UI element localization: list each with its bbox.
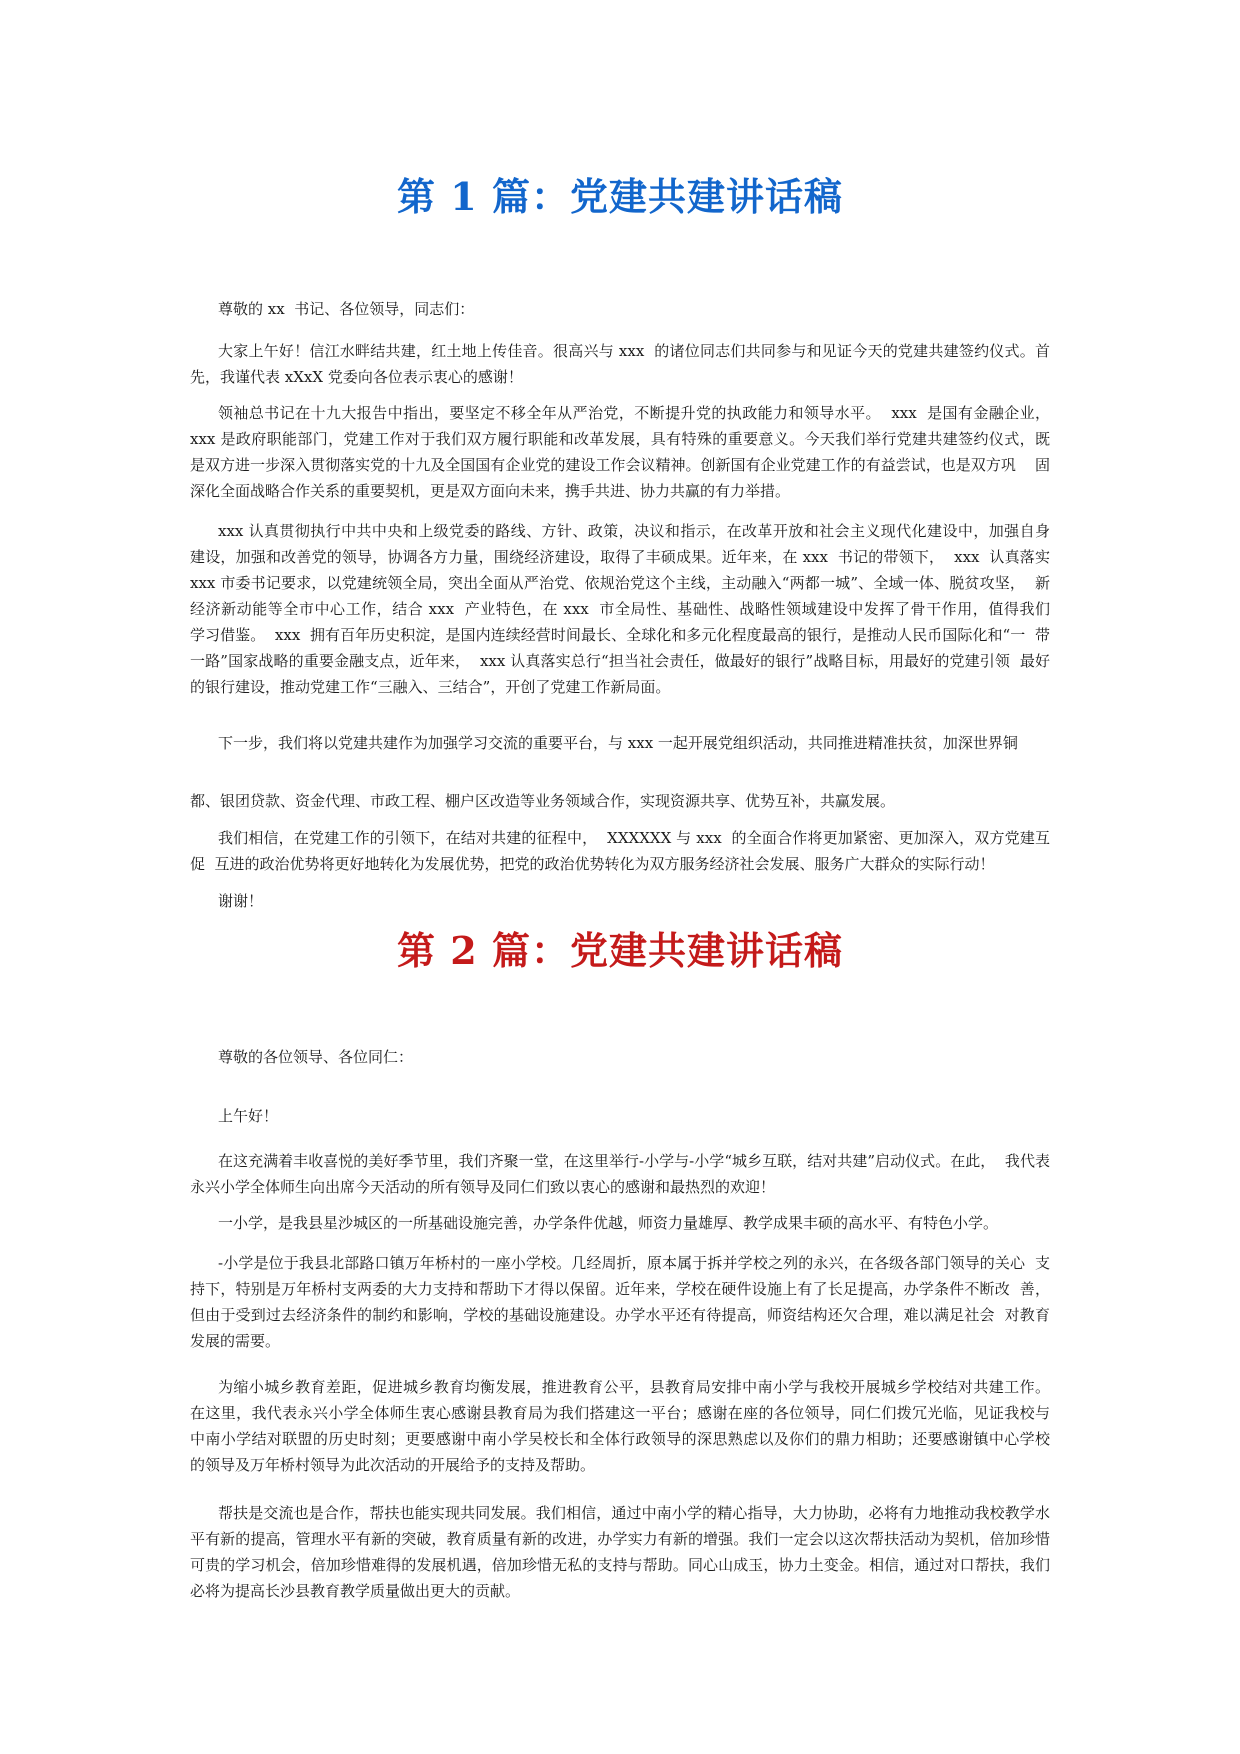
article-1-paragraph: 都、银团贷款、资金代理、市政工程、棚户区改造等业务领域合作，实现资源共享、优势互补，共赢发展。 [190,792,896,810]
article-1-paragraph: 领袖总书记在十九大报告中指出，要坚定不移全年从严治党，不断提升党的执政能力和领导水平。 xxx 是国有金融企业，xxx 是政府职能部门，党建工作对于我们双方履行职能和改革发展，具有特殊的重要意义。今天我们举行党建共建签约仪式，既 是双方进一步深入贯彻落实党的十九及全国国有企业党的建设工作会议精神。创新国有企业党建工作的有益尝试，也是双方巩 固深化全面战略合作关系的重要契机，更是双方面向未来，携手共进、协力共赢的有力举措。 [190,404,1060,500]
article-1-salutation: 尊敬的 xx 书记、各位领导，同志们： [218,300,475,318]
article-2-paragraph: 上午好！ [218,1107,279,1125]
article-1-paragraph: 下一步，我们将以党建共建作为加强学习交流的重要平台，与 xxx 一起开展党组织活动，共同推进精准扶贫，加深世界铜 [218,734,1018,752]
article-1-paragraph: 大家上午好！信江水畔结共建，红土地上传佳音。很高兴与 xxx 的诸位同志们共同参与和见证今天的党建共建签约仪式。首 先，我谨代表 xXxX 党委向各位表示衷心的感谢！ [190,342,1060,386]
article-2-title: 第 2 篇：党建共建讲话稿 [397,928,843,973]
article-2-paragraph: 帮扶是交流也是合作，帮扶也能实现共同发展。我们相信，通过中南小学的精心指导，大力协助，必将有力地推动我校教学水平有新的提高，管理水平有新的突破，教育质量有新的改进，办学实力有新的增强。我们一定会以这次帮扶活动为契机，倍加珍惜可贵的学习机会，倍加珍惜难得的发展机遇，倍加珍惜无私的支持与帮助。同心山成玉，协力土变金。相信，通过对口帮扶，我们必将为提高长沙县教育教学质量做出更大的贡献。 [190,1504,1050,1600]
article-2-paragraph: 一小学，是我县星沙城区的一所基础设施完善，办学条件优越，师资力量雄厚、教学成果丰硕的高水平、有特色小学。 [218,1214,999,1232]
article-1-paragraph: 我们相信，在党建工作的引领下，在结对共建的征程中， XXXXXX 与 xxx 的全面合作将更加紧密、更加深入，双方党建互促 互进的政治优势将更好地转化为发展优势，把党的政治优势转化为双方服务经济社会发展、服务广大群众的实际行动！ [190,829,1050,873]
article-2-paragraph: 在这充满着丰收喜悦的美好季节里，我们齐聚一堂，在这里举行-小学与-小学“城乡互联，结对共建”启动仪式。在此， 我代表永兴小学全体师生向出席今天活动的所有领导及同仁们致以衷心的感谢和最热烈的欢迎！ [190,1152,1050,1196]
article-1-paragraph: xxx 认真贯彻执行中共中央和上级党委的路线、方针、政策，决议和指示，在改革开放和社会主义现代化建设中，加强自身 建设，加强和改善党的领导，协调各方力量，围绕经济建设，取得了丰硕成果。近年来，在 xxx 书记的带领下， xxx 认真落实 xxx 市委书记要求，以党建统领全局，突出全面从严治党、依规治党这个主线，主动融入“两都一城”、全域一体、脱贫攻坚， 新经济新动能等全市中心工作，结合 xxx 产业特色，在 xxx 市全局性、基础性、战略性领域建设中发挥了骨干作用，值得我们 学习借鉴。 xxx 拥有百年历史积淀，是国内连续经营时间最长、全球化和多元化程度最高的银行，是推动人民币国际化和“一 带一路”国家战略的重要金融支点，近年来， xxx 认真落实总行“担当社会责任，做最好的银行”战略目标，用最好的党建引领 最好的银行建设，推动党建工作“三融入、三结合”，开创了党建工作新局面。 [190,522,1070,696]
article-2-paragraph: 为缩小城乡教育差距，促进城乡教育均衡发展，推进教育公平，县教育局安排中南小学与我校开展城乡学校结对共建工作。 在这里，我代表永兴小学全体师生衷心感谢县教育局为我们搭建这一平台；感谢在座的各位领导，同仁们拨冗光临，见证我校与 中南小学结对联盟的历史时刻；更要感谢中南小学吴校长和全体行政领导的深思熟虑以及你们的鼎力相助；还要感谢镇中心学校 的领导及万年桥村领导为此次活动的开展给予的支持及帮助。 [190,1378,1070,1474]
article-1-closing: 谢谢！ [218,892,264,910]
article-2-paragraph: -小学是位于我县北部路口镇万年桥村的一座小学校。几经周折，原本属于拆并学校之列的永兴，在各级各部门领导的关心 支持下，特别是万年桥村支两委的大力支持和帮助下才得以保留。近年来，学校在硬件设施上有了长足提高，办学条件不断改 善，但由于受到过去经济条件的制约和影响，学校的基础设施建设。办学水平还有待提高，师资结构还欠合理，难以满足社会 对教育发展的需要。 [190,1254,1050,1350]
article-2-salutation: 尊敬的各位领导、各位同仁： [218,1048,414,1066]
article-1-title: 第 1 篇：党建共建讲话稿 [397,174,843,219]
